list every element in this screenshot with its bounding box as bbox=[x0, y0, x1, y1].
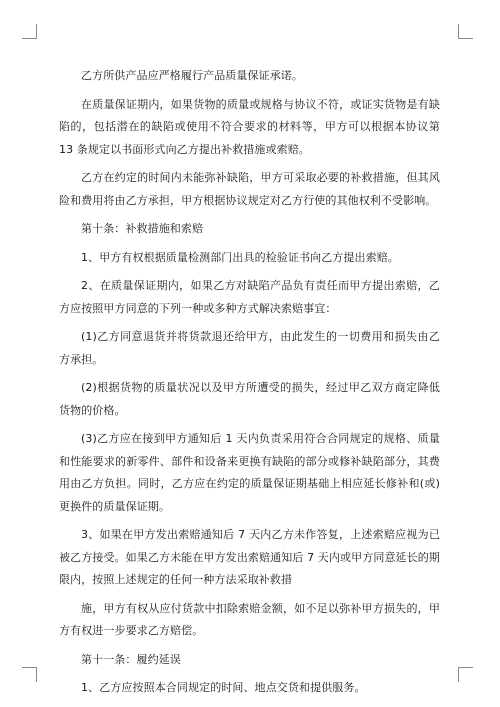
paragraph: 乙方在约定的时间内未能弥补缺陷，甲方可采取必要的补救措施，但其风险和费用将由乙方承担，甲方根据协议规定对乙方行使的其他权利不受影响。 bbox=[59, 171, 440, 207]
paragraph: 3、如果在甲方发出索赔通知后 7 天内乙方未作答复，上述索赔应视为已被乙方接受。如果乙方未能在甲方发出索赔通知后 7 天内或甲方同意延长的期限内，按照上述规定的任何一种方法采取补救措 bbox=[59, 528, 440, 586]
paragraph: (1)乙方同意退货并将货款退还给甲方，由此发生的一切费用和损失由乙方承担。 bbox=[59, 330, 440, 366]
crop-mark-top-right bbox=[458, 24, 473, 39]
crop-mark-bottom-right bbox=[458, 667, 473, 682]
section-heading: 第十一条：履约延误 bbox=[81, 652, 181, 666]
paragraph: (3)乙方应在接到甲方通知后 1 天内负责采用符合合同规定的规格、质量和性能要求的新零件、部件和设备来更换有缺陷的部分或修补缺陷部分，其费用由乙方负担。同时，乙方应在约定的质量保证期基础上相应延长修补和(或)更换件的质量保证期。 bbox=[59, 432, 440, 513]
paragraph: 施，甲方有权从应付货款中扣除索赔金额，如不足以弥补甲方损失的，甲方有权进一步要求乙方赔偿。 bbox=[59, 601, 440, 637]
paragraph: 1、甲方有权根据质量检测部门出具的检验证书向乙方提出索赔。 bbox=[81, 250, 399, 264]
crop-mark-bottom-left bbox=[22, 667, 37, 682]
crop-mark-top-left bbox=[22, 24, 37, 39]
section-heading: 第十条：补救措施和索赔 bbox=[81, 222, 204, 235]
paragraph: 乙方所供产品应严格履行产品质量保证承诺。 bbox=[81, 69, 303, 82]
paragraph: 1、乙方应按照本合同规定的时间、地点交货和提供服务。 bbox=[81, 681, 366, 694]
paragraph: 在质量保证期内，如果货物的质量或规格与协议不符，或证实货物是有缺陷的，包括潜在的缺陷或使用不符合要求的材料等，甲方可以根据本协议第 13 条规定以书面形式向乙方提出补救措施或索赔。 bbox=[59, 97, 440, 156]
paragraph: (2)根据货物的质量状况以及甲方所遭受的损失，经过甲乙双方商定降低货物的价格。 bbox=[59, 381, 440, 417]
document-body bbox=[59, 65, 440, 700]
paragraph: 2、在质量保证期内，如果乙方对缺陷产品负有责任而甲方提出索赔，乙方应按照甲方同意的下列一种或多种方式解决索赔事宜： bbox=[59, 279, 440, 315]
